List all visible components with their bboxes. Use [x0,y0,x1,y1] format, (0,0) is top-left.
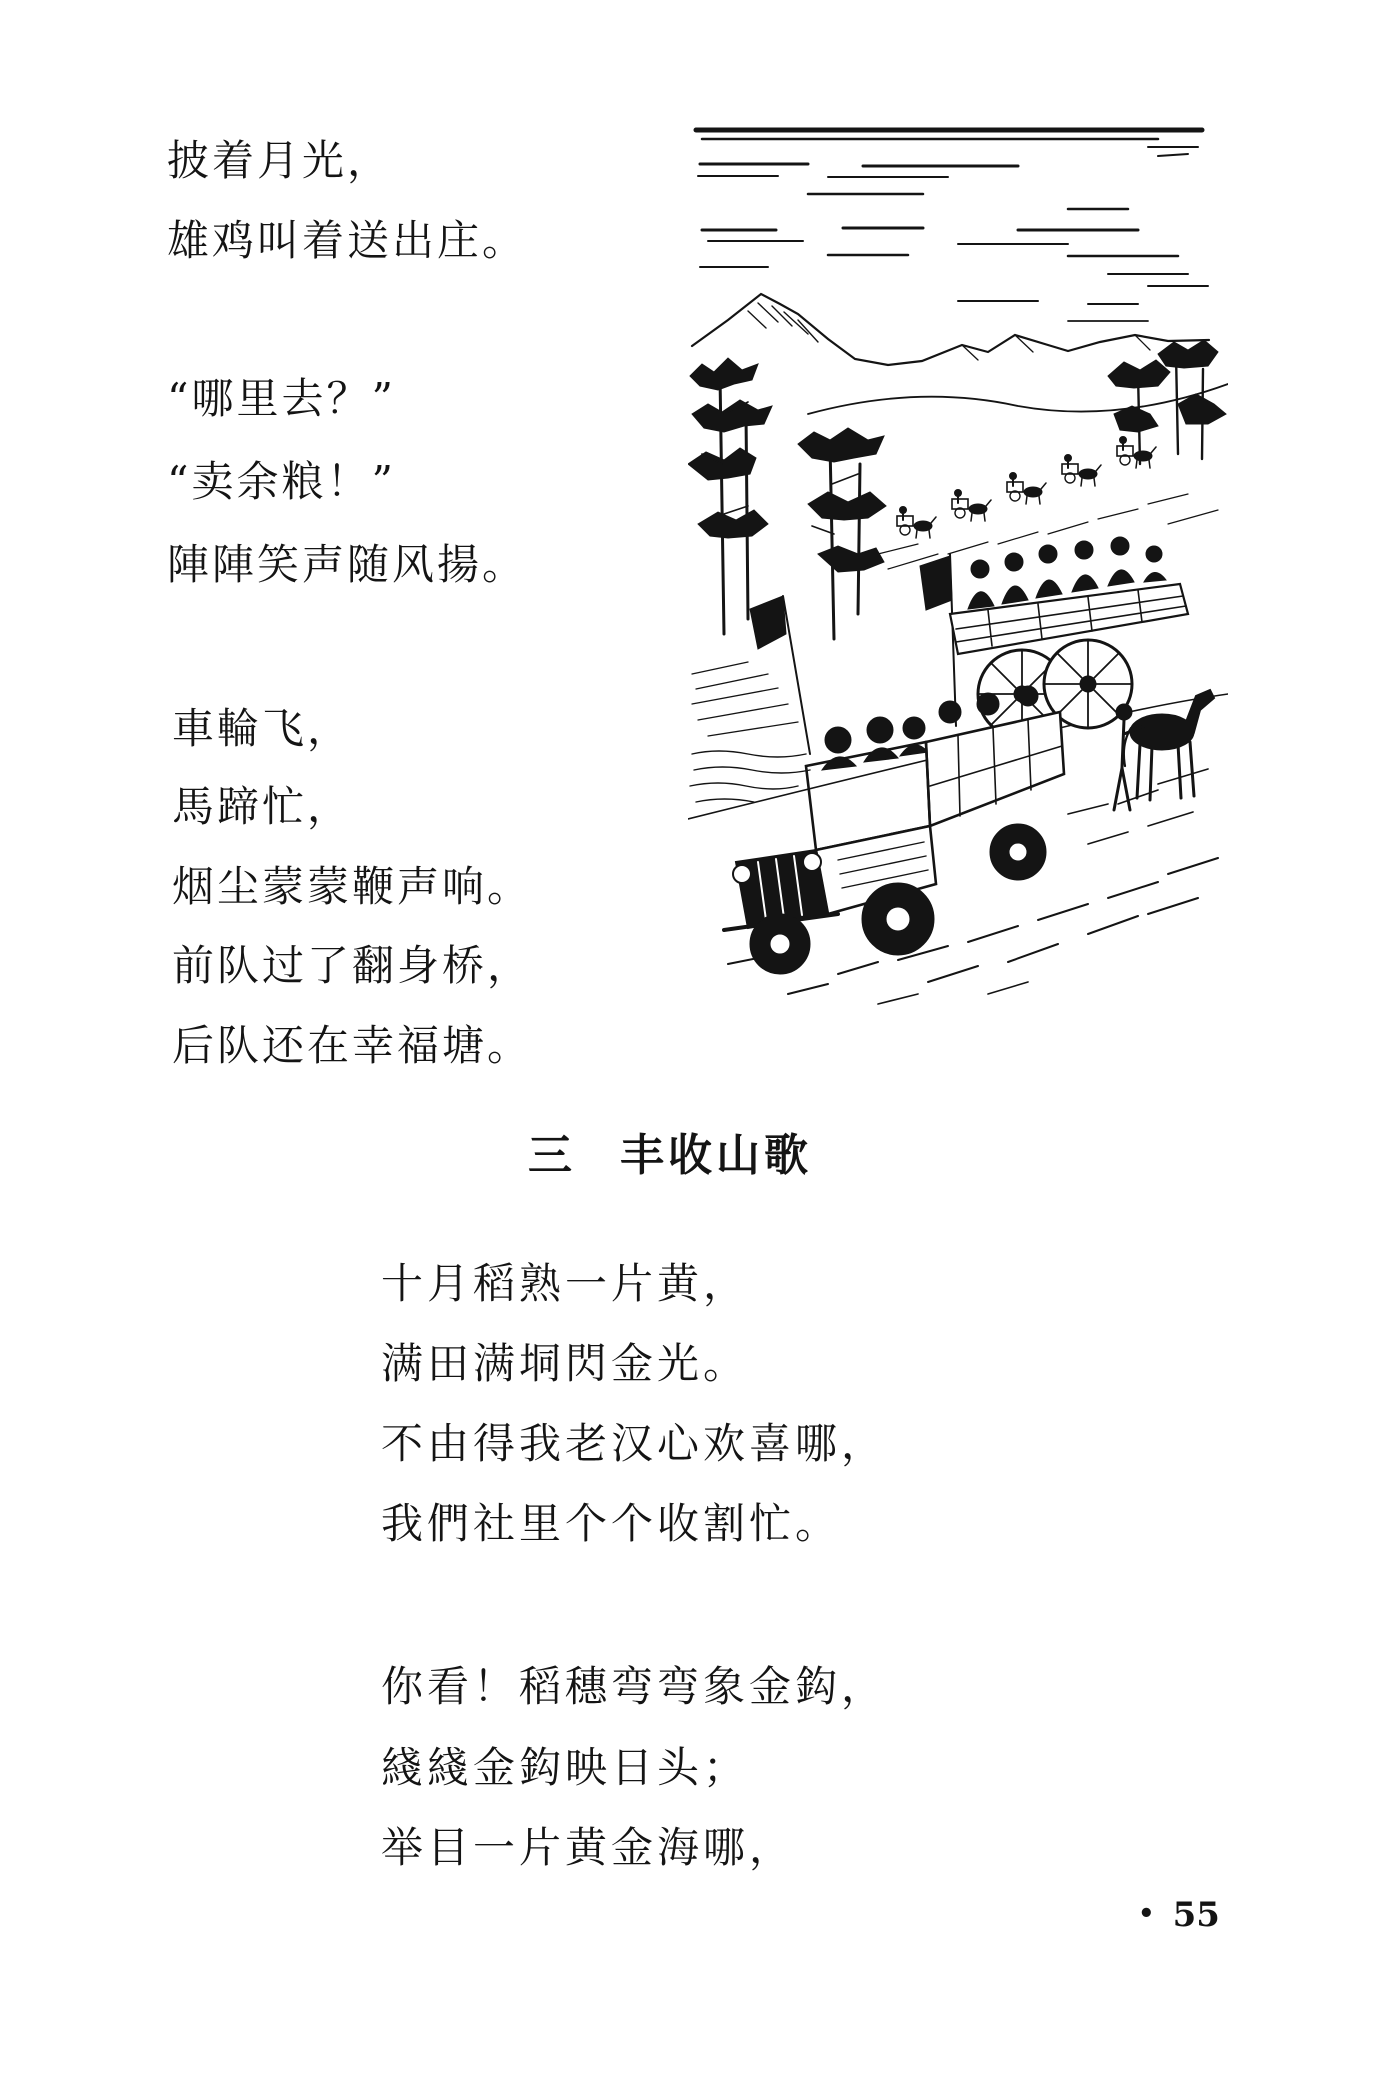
sky-strokes [696,130,1208,321]
poem-line: 雄鸡叫着送出庄。 [167,216,528,265]
poem-line: “卖余粮！” [167,457,396,506]
poem-line: 你看！稻穗弯弯象金鈎， [381,1662,888,1711]
section-title: 丰收山歌 [620,1130,812,1181]
distant-cart [1007,473,1046,505]
page-number-bullet: • [1138,1899,1155,1929]
distant-cart [1062,455,1101,487]
page-number [1138,1894,1220,1935]
poem-line: 車輪飞， [172,704,353,753]
poem-line: “哪里去？” [167,374,396,423]
distant-cart [897,507,936,539]
poem-line: 綫綫金鈎映日头； [381,1743,750,1792]
section-heading [528,1132,812,1180]
poem-line: 十月稻熟一片黄， [381,1259,750,1308]
poem-line: 我們社里个个收割忙。 [381,1499,842,1548]
page-number-value: 55 [1172,1895,1220,1935]
poem-line: 举目一片黄金海哪， [381,1823,796,1872]
poem-line: 后队还在幸福塘。 [172,1021,533,1070]
distant-cart [952,490,991,522]
distant-convoy [897,437,1156,539]
distant-cart [1117,437,1156,469]
horse [1114,690,1214,810]
poem-line: 馬蹄忙， [172,782,353,831]
poem-line: 前队过了翻身桥， [172,941,533,990]
poem-line: 不由得我老汉心欢喜哪， [381,1419,888,1468]
poem-line: 烟尘蒙蒙鞭声响。 [172,862,533,911]
poem-line: 满田满垌閃金光。 [381,1339,750,1388]
mountains [692,294,1228,414]
poem-line: 陣陣笑声随风揚。 [167,540,528,589]
illustration [688,114,1228,1014]
poem-line: 披着月光， [167,136,393,185]
section-number: 三 [528,1130,576,1181]
